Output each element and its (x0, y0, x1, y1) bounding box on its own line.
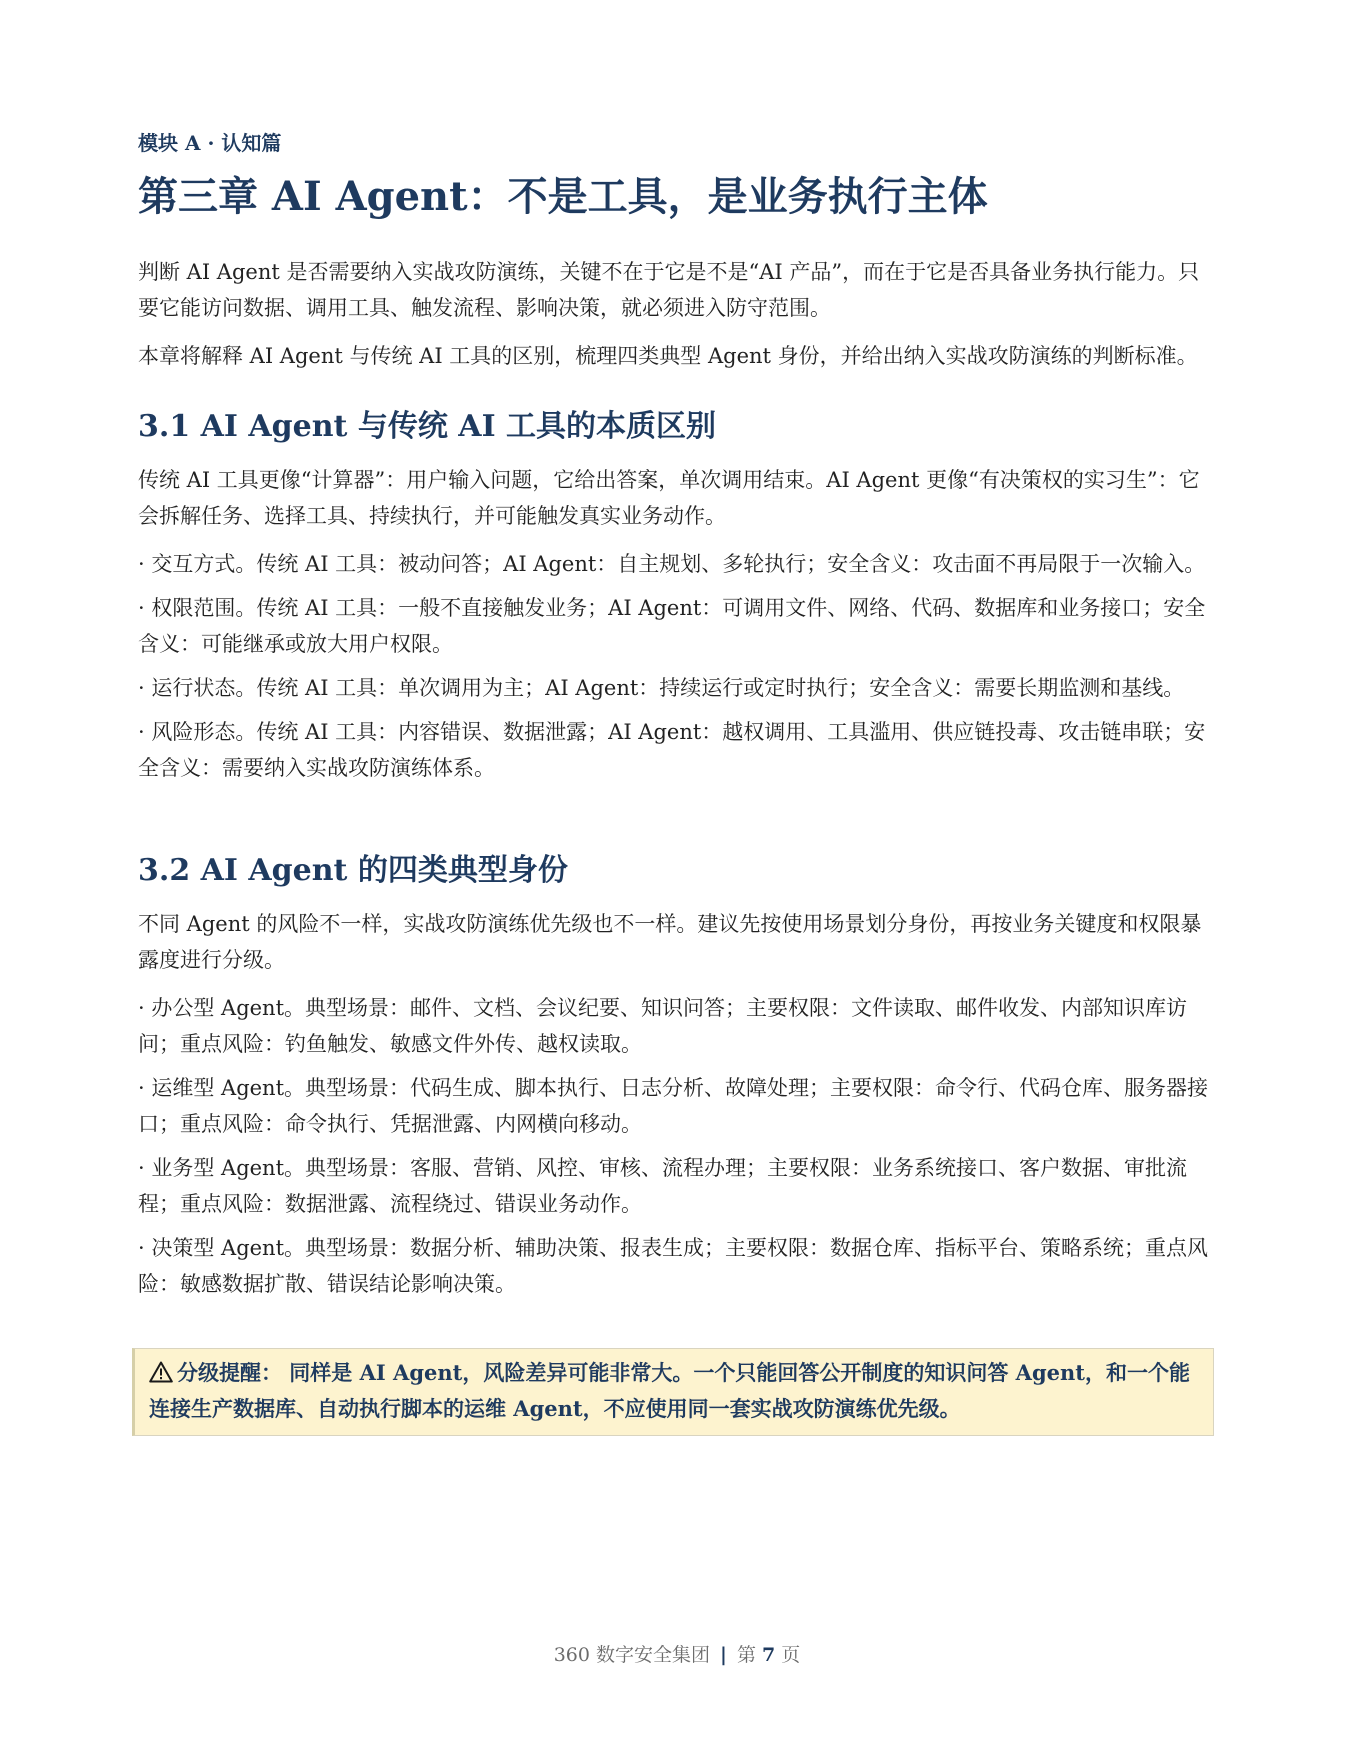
intro-paragraph-2: 本章将解释 AI Agent 与传统 AI 工具的区别，梳理四类典型 Agent 身份，并给出纳入实战攻防演练的判断标准。 (138, 344, 1198, 368)
bullet-interaction-mode: · 交互方式。传统 AI 工具：被动问答；AI Agent：自主规划、多轮执行；安全含义：攻击面不再局限于一次输入。 (138, 552, 1206, 576)
bullet-risk-form: · 风险形态。传统 AI 工具：内容错误、数据泄露；AI Agent：越权调用、工具滥用、供应链投毒、攻击链串联；安全含义：需要纳入实战攻防演练体系。 (138, 720, 1206, 780)
page-footer (0, 1640, 1354, 1670)
section-3-1-paragraph: 传统 AI 工具更像“计算器”：用户输入问题，它给出答案，单次调用结束。AI Agent 更像“有决策权的实习生”：它会拆解任务、选择工具、持续执行，并可能触发真实业务动作。 (138, 468, 1200, 528)
section-title-3-1: 3.1 AI Agent 与传统 AI 工具的本质区别 (138, 409, 717, 444)
grading-reminder-callout (132, 1348, 1214, 1436)
bullet-business-agent: · 业务型 Agent。典型场景：客服、营销、风控、审核、流程办理；主要权限：业务系统接口、客户数据、审批流程；重点风险：数据泄露、流程绕过、错误业务动作。 (138, 1156, 1188, 1216)
callout-label: 分级提醒： (177, 1360, 282, 1385)
bullet-ops-agent: · 运维型 Agent。典型场景：代码生成、脚本执行、日志分析、故障处理；主要权限：命令行、代码仓库、服务器接口；重点风险：命令执行、凭据泄露、内网横向移动。 (138, 1076, 1209, 1136)
bullet-office-agent: · 办公型 Agent。典型场景：邮件、文档、会议纪要、知识问答；主要权限：文件读取、邮件收发、内部知识库访问；重点风险：钓鱼触发、敏感文件外传、越权读取。 (138, 996, 1188, 1056)
bullet-decision-agent: · 决策型 Agent。典型场景：数据分析、辅助决策、报表生成；主要权限：数据仓库、指标平台、策略系统；重点风险：敏感数据扩散、错误结论影响决策。 (138, 1236, 1209, 1296)
bullet-permission-scope: · 权限范围。传统 AI 工具：一般不直接触发业务；AI Agent：可调用文件、网络、代码、数据库和业务接口；安全含义：可能继承或放大用户权限。 (138, 596, 1206, 656)
footer-page-suffix: 页 (781, 1644, 801, 1666)
callout-text: 同样是 AI Agent，风险差异可能非常大。一个只能回答公开制度的知识问答 Agent，和一个能连接生产数据库、自动执行脚本的运维 Agent，不应使用同一套实战攻防演练优先级。 (149, 1360, 1190, 1421)
intro-paragraph-1: 判断 AI Agent 是否需要纳入实战攻防演练，关键不在于它是不是“AI 产品”，而在于它是否具备业务执行能力。只要它能访问数据、调用工具、触发流程、影响决策，就必须进入防守范围。 (138, 260, 1200, 320)
footer-page-prefix: 第 (736, 1644, 756, 1666)
footer-org: 360 数字安全集团 (553, 1644, 711, 1666)
section-3-2-paragraph: 不同 Agent 的风险不一样，实战攻防演练优先级也不一样。建议先按使用场景划分身份，再按业务关键度和权限暴露度进行分级。 (138, 912, 1202, 972)
footer-page-number: 7 (762, 1644, 776, 1666)
chapter-title: 第三章 AI Agent：不是工具，是业务执行主体 (138, 173, 988, 220)
module-label: 模块 A · 认知篇 (138, 131, 282, 155)
footer-separator: | (720, 1644, 727, 1666)
bullet-running-state: · 运行状态。传统 AI 工具：单次调用为主；AI Agent：持续运行或定时执行；安全含义：需要长期监测和基线。 (138, 676, 1185, 700)
document-page (138, 128, 1218, 1436)
section-title-3-2: 3.2 AI Agent 的四类典型身份 (138, 853, 568, 888)
warning-triangle-icon (149, 1358, 173, 1380)
